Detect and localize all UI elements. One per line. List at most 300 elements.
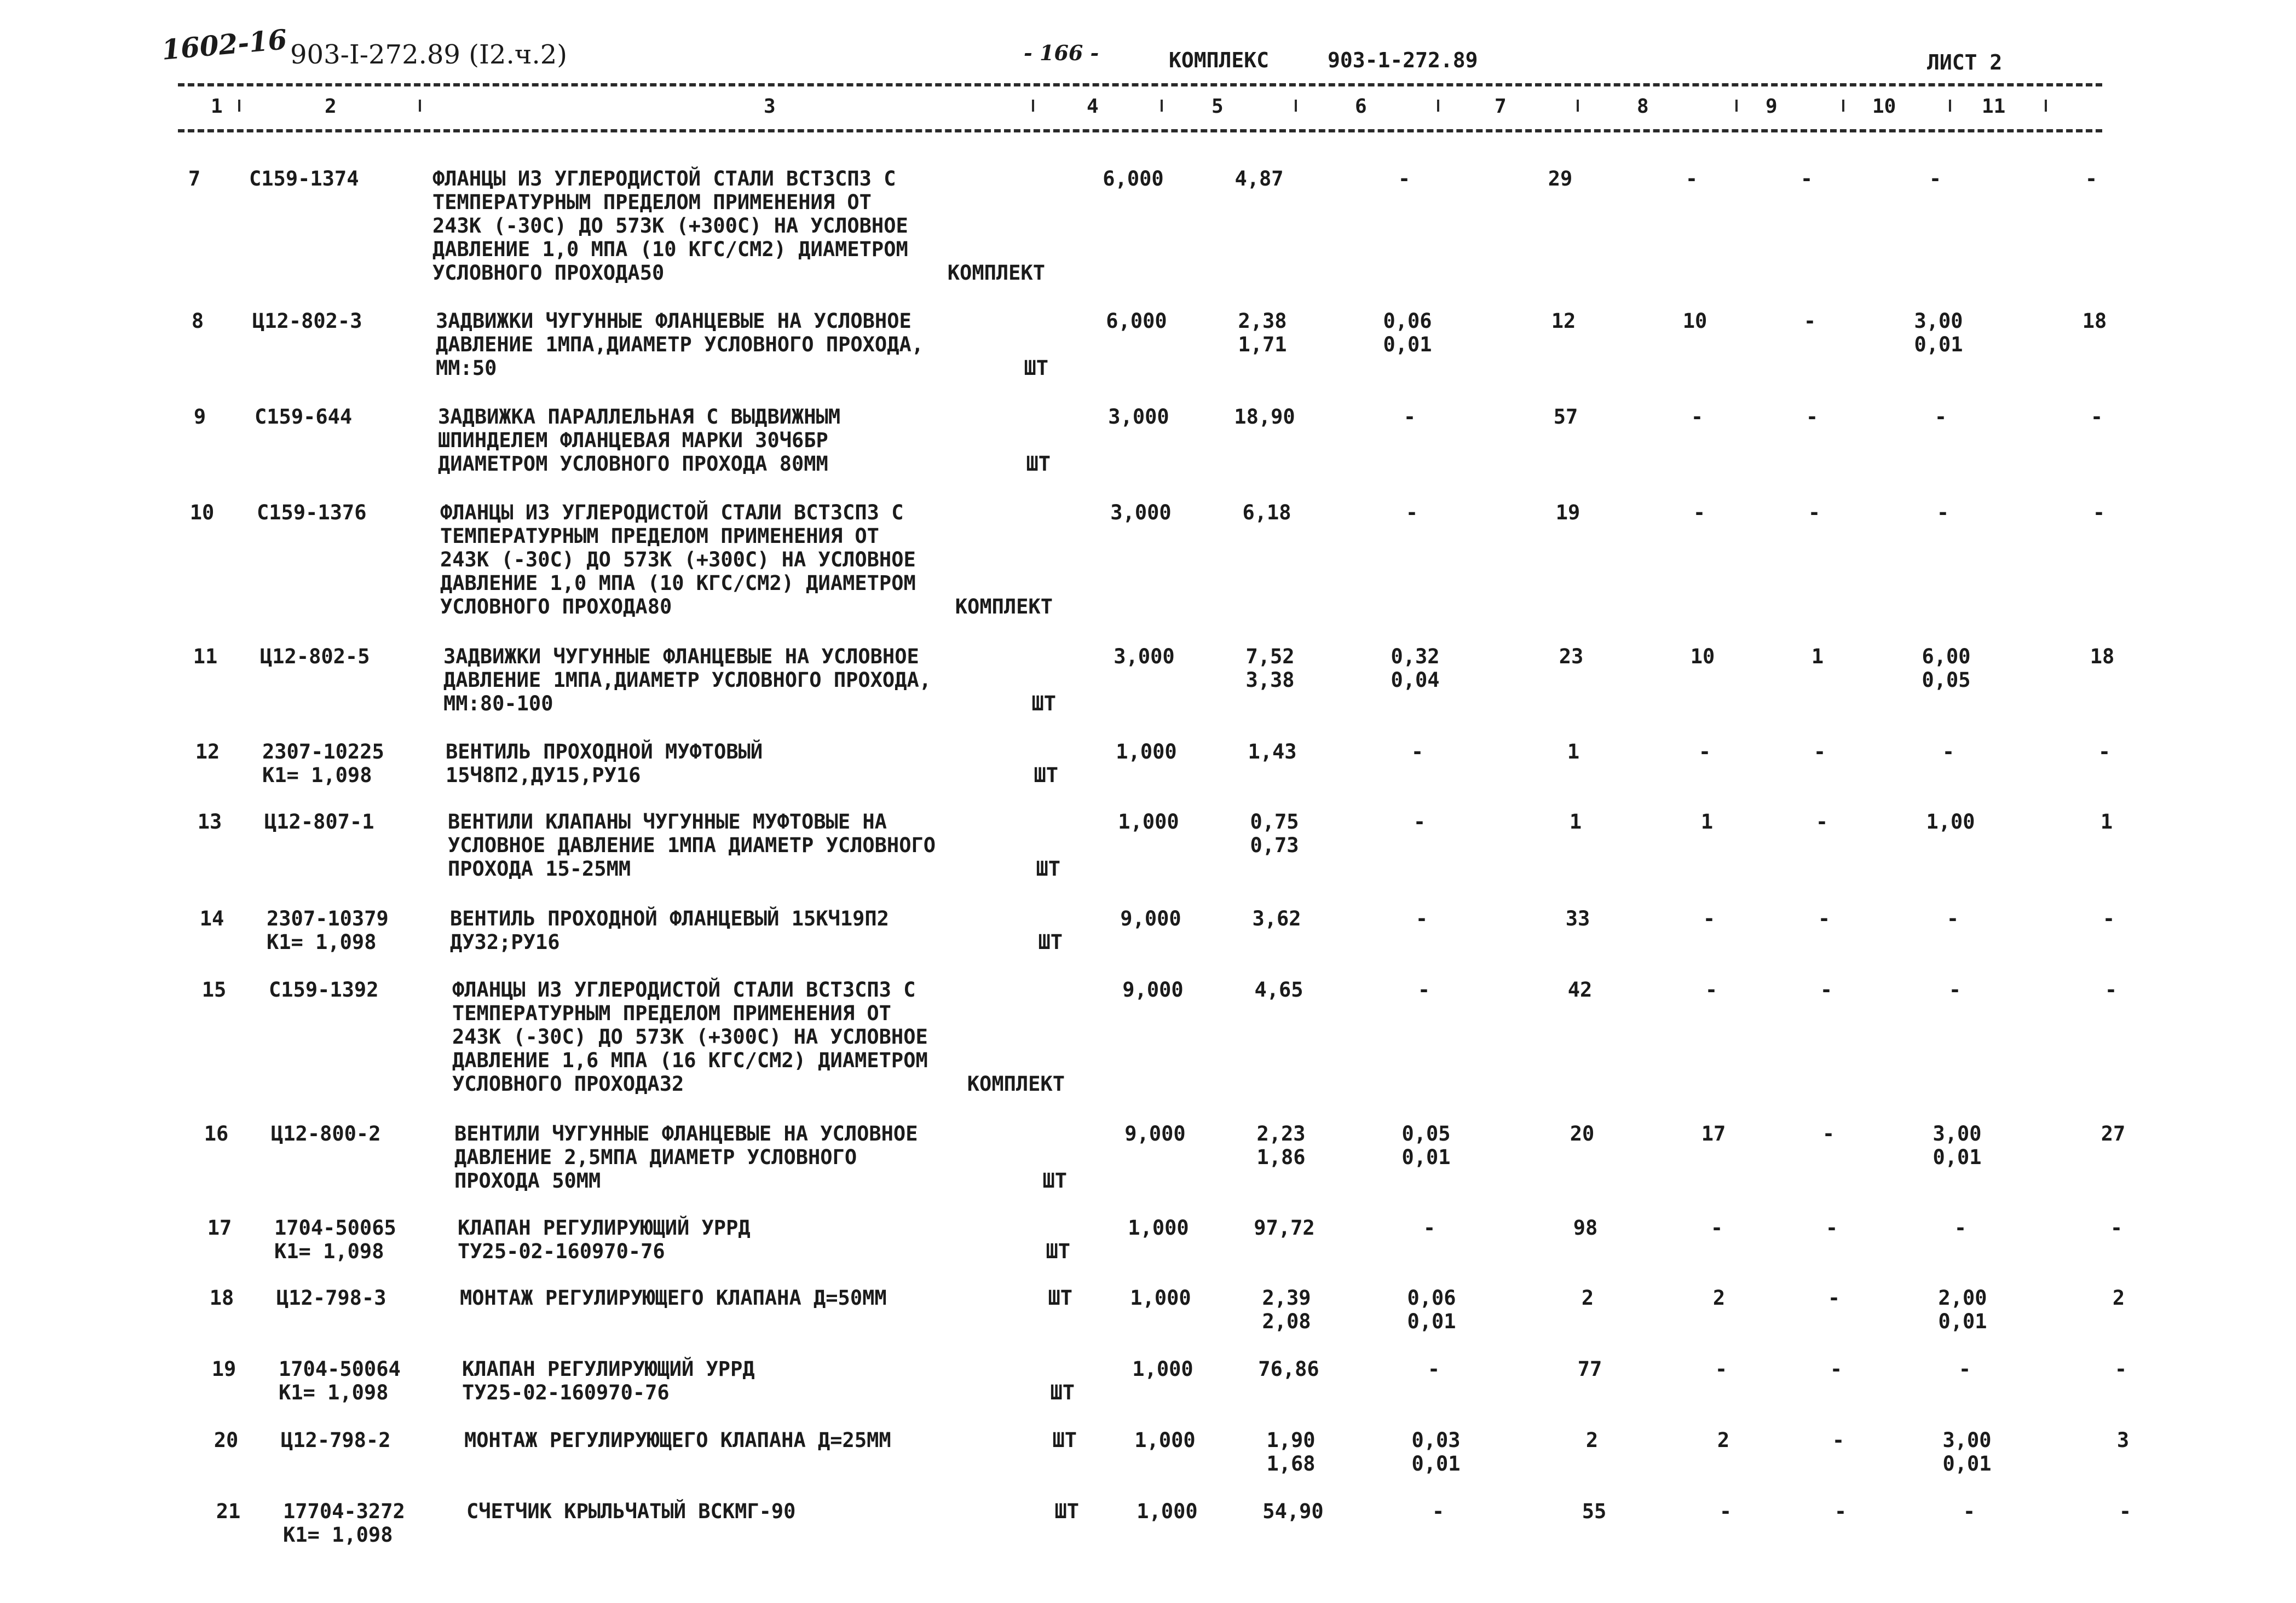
column-header: 6 (1355, 95, 1367, 118)
column-6-value (1341, 167, 1467, 190)
unit-of-measure: ШТ (1042, 1169, 1067, 1193)
rate-code (271, 1122, 452, 1145)
unit-cost-line: 97,72 (1254, 1216, 1315, 1240)
quantity: 3,000 (1108, 405, 1169, 429)
rate-code-line: К1= 1,098 (274, 1240, 384, 1263)
column-11-value-line: - (2090, 405, 2103, 429)
item-description (458, 1216, 1071, 1263)
column-10-value-line: 3,00 (1942, 1428, 1992, 1452)
total-cost-line: 55 (1582, 1500, 1607, 1523)
item-description (448, 810, 1061, 881)
column-9-value (1755, 309, 1865, 333)
total-cost (1516, 405, 1615, 429)
item-description-line: УСЛОВНОГО ПРОХОДА50 (432, 261, 665, 285)
column-8-value (1637, 167, 1746, 190)
item-description-line: ЗАДВИЖКИ ЧУГУННЫЕ ФЛАНЦЕВЫЕ НА УСЛОВНОЕ (443, 645, 919, 668)
total-cost (1519, 501, 1617, 524)
total-cost (1536, 1216, 1635, 1240)
column-10-value-line: 0,01 (1932, 1145, 1982, 1169)
item-description-line: УСЛОВНОГО ПРОХОДА32 (452, 1072, 684, 1096)
column-9-value (1784, 1428, 1893, 1452)
column-6-value-line: - (1423, 1216, 1436, 1240)
item-description-line: МОНТАЖ РЕГУЛИРУЮЩЕГО КЛАПАНА Д=50ММ (460, 1286, 887, 1310)
unit-of-measure: ШТ (1048, 1286, 1072, 1310)
column-11-value (2037, 167, 2146, 190)
quantity: 1,000 (1132, 1357, 1193, 1381)
column-8-value (1640, 309, 1750, 333)
item-description-line: ФЛАНЦЫ ИЗ УГЛЕРОДИСТОЙ СТАЛИ ВСТ3СП3 С (452, 978, 916, 1002)
quantity: 6,000 (1106, 309, 1167, 333)
item-description-line: ВЕНТИЛЬ ПРОХОДНОЙ ФЛАНЦЕВЫЙ 15КЧ19П2 (450, 907, 889, 930)
rate-code (257, 501, 437, 524)
column-header: 8 (1637, 95, 1649, 118)
column-10-value-line: 1,00 (1926, 810, 1975, 834)
column-8-value (1652, 810, 1762, 834)
sheet-label: ЛИСТ 2 (1927, 50, 2003, 74)
unit-cost (1218, 1122, 1344, 1169)
column-8-value-line: - (1710, 1216, 1723, 1240)
item-description-line: ЗАДВИЖКИ ЧУГУННЫЕ ФЛАНЦЕВЫЕ НА УСЛОВНОЕ (436, 309, 912, 333)
column-8-value-line: 10 (1682, 309, 1707, 333)
column-10-value-line: 6,00 (1922, 645, 1971, 668)
item-description (438, 405, 1051, 476)
column-header: 2 (325, 95, 337, 118)
column-header: 4 (1087, 95, 1099, 118)
column-8-value-line: - (1703, 907, 1716, 930)
column-11-value (2042, 405, 2151, 429)
column-8-value-line: 2 (1712, 1286, 1726, 1310)
column-11-value-line: 2 (2112, 1286, 2125, 1310)
rate-code-line: К1= 1,098 (262, 763, 372, 787)
column-8-value-line: 17 (1701, 1122, 1726, 1145)
item-description-line: УСЛОВНОГО ПРОХОДА80 (440, 595, 672, 618)
total-cost (1538, 1286, 1637, 1310)
item-description-line: УСЛОВНОЕ ДАВЛЕНИЕ 1МПА ДИАМЕТР УСЛОВНОГО (448, 834, 936, 857)
total-cost-line: 2 (1581, 1286, 1594, 1310)
column-6-value-line: - (1427, 1357, 1440, 1381)
rate-code (267, 907, 447, 954)
rate-code-line: Ц12-807-1 (264, 810, 374, 834)
unit-cost-line: 1,68 (1266, 1452, 1316, 1475)
total-cost-line: 42 (1567, 978, 1593, 1002)
column-11-value-line: - (2092, 501, 2105, 524)
row-number: 13 (197, 810, 222, 834)
column-11-value (2044, 501, 2154, 524)
rate-code-line: Ц12-798-2 (281, 1428, 391, 1452)
total-cost-line: 98 (1573, 1216, 1598, 1240)
column-11-value-line: - (2119, 1500, 2132, 1523)
total-cost-line: 2 (1585, 1428, 1599, 1452)
column-8-value (1642, 405, 1752, 429)
column-10-value-line: - (1929, 167, 1942, 190)
column-6-value-line: - (1432, 1500, 1445, 1523)
column-6-value-line: - (1403, 405, 1416, 429)
column-11-value (2040, 309, 2149, 333)
rate-code-line: 1704-50064 (279, 1357, 401, 1381)
total-cost-line: 57 (1553, 405, 1578, 429)
unit-cost-line: 4,87 (1234, 167, 1284, 190)
rate-code-line: К1= 1,098 (267, 930, 377, 954)
column-9-value-line: - (1800, 167, 1813, 190)
unit-cost-line: 1,90 (1266, 1428, 1316, 1452)
total-cost-line: 29 (1548, 167, 1573, 190)
unit-of-measure: ШТ (1031, 692, 1056, 715)
column-8-value-line: - (1715, 1357, 1728, 1381)
column-8-value (1664, 1286, 1774, 1310)
unit-of-measure: ШТ (1050, 1381, 1075, 1404)
quantity: 1,000 (1118, 810, 1179, 834)
column-10-value (1902, 1357, 2028, 1381)
rate-code (249, 167, 430, 190)
column-8-value (1645, 501, 1754, 524)
column-9-value-line: - (1822, 1122, 1835, 1145)
column-6-value (1363, 1122, 1489, 1169)
item-description-line: ДАВЛЕНИЕ 1,6 МПА (16 КГС/СМ2) ДИАМЕТРОМ (452, 1049, 928, 1072)
column-11-value-line: - (2098, 740, 2111, 763)
document-reference: 903-I-272.89 (I2.ч.2) (290, 39, 567, 70)
item-description-line: ММ:50 (436, 356, 497, 380)
rate-code (276, 1286, 457, 1310)
column-9-value-line: - (1832, 1428, 1845, 1452)
column-6-value-line: 0,06 (1383, 309, 1432, 333)
item-description-line: СЧЕТЧИК КРЫЛЬЧАТЫЙ ВСКМГ-90 (466, 1500, 796, 1523)
column-11-value (2056, 978, 2166, 1002)
column-9-value-line: - (1825, 1216, 1838, 1240)
item-description-line: ТЕМПЕРАТУРНЫМ ПРЕДЕЛОМ ПРИМЕНЕНИЯ ОТ (452, 1002, 891, 1025)
item-description (466, 1500, 1080, 1523)
column-6-value-line: 0,01 (1411, 1452, 1461, 1475)
rate-code-line: С159-644 (255, 405, 353, 429)
column-10-value-line: - (1954, 1216, 1967, 1240)
item-description-line: ДАВЛЕНИЕ 2,5МПА ДИАМЕТР УСЛОВНОГО (454, 1145, 857, 1169)
row-number: 20 (214, 1428, 239, 1452)
column-8-value (1648, 645, 1757, 668)
unit-cost-line: 3,62 (1252, 907, 1301, 930)
column-10-value-line: 0,05 (1922, 668, 1971, 692)
column-9-value (1767, 810, 1877, 834)
row-number: 17 (207, 1216, 232, 1240)
item-description (436, 309, 1049, 380)
column-11-value (2066, 1357, 2176, 1381)
column-6-value (1371, 1357, 1497, 1381)
column-header: 11 (1982, 95, 2006, 118)
unit-cost (1204, 501, 1330, 524)
unit-cost (1209, 740, 1335, 763)
column-11-value-line: - (2104, 978, 2118, 1002)
item-description (454, 1122, 1068, 1193)
column-8-value (1659, 1122, 1768, 1145)
column-11-value-line: - (2102, 907, 2115, 930)
unit-cost-line: 0,73 (1250, 834, 1299, 857)
item-description-line: ПРОХОДА 50ММ (454, 1169, 601, 1193)
column-9-value-line: - (1818, 907, 1831, 930)
column-10-value-line: 0,01 (1938, 1310, 1987, 1333)
column-11-value-line: 27 (2101, 1122, 2126, 1145)
total-cost-line: 1 (1569, 810, 1582, 834)
row-number: 15 (201, 978, 227, 1002)
column-10-value (1892, 978, 2018, 1002)
item-description-line: ЗАДВИЖКА ПАРАЛЛЕЛЬНАЯ С ВЫДВИЖНЫМ (438, 405, 841, 429)
unit-cost-line: 18,90 (1234, 405, 1295, 429)
column-11-value (2070, 1500, 2180, 1523)
column-11-value-line: 18 (2090, 645, 2115, 668)
row-number: 9 (193, 405, 206, 429)
unit-cost-line: 6,18 (1242, 501, 1291, 524)
unit-of-measure: КОМПЛЕКТ (967, 1072, 1065, 1096)
column-6-value (1359, 907, 1485, 930)
column-6-value-line: 0,04 (1391, 668, 1440, 692)
item-description-line: ТУ25-02-160970-76 (458, 1240, 665, 1263)
column-8-value-line: - (1698, 740, 1711, 763)
item-description (464, 1428, 1077, 1452)
column-8-value-line: - (1693, 501, 1706, 524)
unit-cost-line: 7,52 (1245, 645, 1295, 668)
column-8-value (1654, 907, 1764, 930)
row-number: 19 (211, 1357, 236, 1381)
column-6-value (1345, 309, 1470, 356)
item-description-line: ДУ32;РУ16 (450, 930, 560, 954)
column-8-value (1662, 1216, 1772, 1240)
column-11-value (2054, 907, 2164, 930)
total-cost (1522, 645, 1620, 668)
item-description-line: ФЛАНЦЫ ИЗ УГЛЕРОДИСТОЙ СТАЛИ ВСТ3СП3 С (440, 501, 904, 524)
column-6-value-line: 0,05 (1401, 1122, 1451, 1145)
column-8-value-line: 2 (1717, 1428, 1730, 1452)
column-6-value-line: 0,01 (1401, 1145, 1451, 1169)
column-6-value (1373, 1428, 1499, 1475)
unit-cost-line: 54,90 (1262, 1500, 1324, 1523)
column-10-value (1904, 1428, 2030, 1475)
item-description-line: ВЕНТИЛИ КЛАПАНЫ ЧУГУННЫЕ МУФТОВЫЕ НА (448, 810, 887, 834)
rate-code (264, 810, 445, 834)
item-description-line: 15Ч8П2,ДУ15,РУ16 (446, 763, 641, 787)
quantity: 9,000 (1120, 907, 1181, 930)
complex-label: КОМПЛЕКС (1169, 48, 1270, 72)
total-cost (1545, 1500, 1643, 1523)
column-11-value (2068, 1428, 2178, 1452)
total-cost-line: 19 (1555, 501, 1580, 524)
rate-code (252, 309, 433, 333)
quantity: 1,000 (1128, 1216, 1189, 1240)
quantity: 6,000 (1103, 167, 1164, 190)
column-9-value (1752, 167, 1861, 190)
item-description-line: ТЕМПЕРАТУРНЫМ ПРЕДЕЛОМ ПРИМЕНЕНИЯ ОТ (440, 524, 879, 548)
row-number: 16 (204, 1122, 229, 1145)
column-8-value (1650, 740, 1760, 763)
quantity: 3,000 (1114, 645, 1175, 668)
total-cost (1514, 309, 1613, 333)
unit-cost (1224, 1286, 1349, 1333)
column-9-value (1757, 405, 1867, 429)
rate-code (274, 1216, 455, 1263)
rate-code-line: С159-1376 (257, 501, 367, 524)
column-6-value-line: - (1415, 907, 1428, 930)
quantity: 9,000 (1124, 1122, 1186, 1145)
column-9-value (1779, 1286, 1889, 1310)
item-description-line: ВЕНТИЛИ ЧУГУННЫЕ ФЛАНЦЕВЫЕ НА УСЛОВНОЕ (454, 1122, 918, 1145)
unit-cost-line: 2,39 (1262, 1286, 1311, 1310)
unit-cost-line: 4,65 (1254, 978, 1303, 1002)
column-10-value-line: 2,00 (1938, 1286, 1987, 1310)
column-10-value (1894, 1122, 2020, 1169)
column-10-value-line: - (1963, 1500, 1976, 1523)
column-9-value (1781, 1357, 1891, 1381)
rate-code-line: Ц12-800-2 (271, 1122, 381, 1145)
column-10-value-line: - (1958, 1357, 1971, 1381)
unit-of-measure: ШТ (1024, 356, 1048, 380)
column-8-value (1657, 978, 1766, 1002)
unit-cost-line: 76,86 (1258, 1357, 1319, 1381)
item-description-line: ШПИНДЕЛЕМ ФЛАНЦЕВАЯ МАРКИ 30Ч6БР (438, 429, 828, 452)
item-description-line: ФЛАНЦЫ ИЗ УГЛЕРОДИСТОЙ СТАЛИ ВСТ3СП3 С (432, 167, 896, 190)
column-10-value (1900, 1286, 2026, 1333)
column-8-value (1669, 1428, 1778, 1452)
column-11-value (2052, 810, 2161, 834)
item-description-line: 243К (-30С) ДО 573К (+300С) НА УСЛОВНОЕ (452, 1025, 928, 1049)
column-9-value-line: - (1830, 1357, 1843, 1381)
item-description-line: 243К (-30С) ДО 573К (+300С) НА УСЛОВНОЕ (432, 214, 908, 238)
column-9-value (1774, 1122, 1883, 1145)
column-6-value-line: - (1398, 167, 1411, 190)
column-11-value (2047, 645, 2157, 668)
column-9-value-line: - (1803, 309, 1816, 333)
row-number: 21 (216, 1500, 241, 1523)
column-header: 9 (1766, 95, 1778, 118)
unit-cost-line: 2,23 (1256, 1122, 1306, 1145)
unit-cost (1221, 1216, 1347, 1240)
column-header: 10 (1872, 95, 1896, 118)
column-6-value-line: 0,01 (1407, 1310, 1456, 1333)
total-cost (1531, 978, 1629, 1002)
unit-of-measure: КОМПЛЕКТ (955, 595, 1053, 618)
item-description (446, 740, 1059, 787)
column-11-value-line: 3 (2116, 1428, 2130, 1452)
total-cost-line: 77 (1577, 1357, 1602, 1381)
column-9-value (1760, 501, 1869, 524)
item-description (443, 645, 1057, 715)
unit-cost-line: 1,43 (1248, 740, 1297, 763)
total-cost (1528, 907, 1627, 930)
unit-cost (1216, 978, 1342, 1002)
column-header: 5 (1212, 95, 1224, 118)
column-11-value (2062, 1216, 2171, 1240)
column-6-value (1354, 740, 1480, 763)
column-10-value (1888, 810, 2014, 834)
column-10-value-line: 0,01 (1914, 333, 1963, 356)
row-number: 11 (193, 645, 218, 668)
unit-of-measure: ШТ (1054, 1500, 1079, 1523)
total-cost-line: 20 (1570, 1122, 1595, 1145)
column-9-value (1769, 907, 1879, 930)
unit-cost (1228, 1428, 1354, 1475)
column-10-value-line: - (1942, 740, 1955, 763)
column-8-value (1666, 1357, 1776, 1381)
item-description-line: ТУ25-02-160970-76 (462, 1381, 670, 1404)
rate-code (283, 1500, 464, 1547)
item-description-line: МОНТАЖ РЕГУЛИРУЮЩЕГО КЛАПАНА Д=25ММ (464, 1428, 891, 1452)
unit-cost (1214, 907, 1340, 930)
row-number: 7 (188, 167, 201, 190)
item-description-line: ДАВЛЕНИЕ 1,0 МПА (10 КГС/СМ2) ДИАМЕТРОМ (432, 238, 908, 261)
column-9-value (1786, 1500, 1895, 1523)
quantity: 9,000 (1122, 978, 1184, 1002)
item-description-line: ТЕМПЕРАТУРНЫМ ПРЕДЕЛОМ ПРИМЕНЕНИЯ ОТ (432, 190, 872, 214)
column-10-value (1880, 501, 2006, 524)
rate-code-line: 1704-50065 (274, 1216, 396, 1240)
total-cost-line: 33 (1565, 907, 1590, 930)
rate-code (281, 1428, 461, 1452)
column-10-value (1897, 1216, 2023, 1240)
item-description-line: ПРОХОДА 15-25ММ (448, 857, 631, 881)
column-8-value-line: - (1685, 167, 1698, 190)
item-description-line: ДАВЛЕНИЕ 1МПА,ДИАМЕТР УСЛОВНОГО ПРОХОДА, (436, 333, 924, 356)
column-11-value (2050, 740, 2159, 763)
column-6-value (1349, 501, 1475, 524)
item-description-line: КЛАПАН РЕГУЛИРУЮЩИЙ УРРД (462, 1357, 755, 1381)
item-description (450, 907, 1063, 954)
rate-code (279, 1357, 459, 1404)
column-10-value (1906, 1500, 2032, 1523)
item-description-line: ДАВЛЕНИЕ 1,0 МПА (10 КГС/СМ2) ДИАМЕТРОМ (440, 571, 916, 595)
unit-cost (1202, 405, 1328, 429)
unit-cost (1212, 810, 1337, 857)
quantity: 1,000 (1130, 1286, 1191, 1310)
unit-of-measure: ШТ (1026, 452, 1051, 476)
quantity: 1,000 (1137, 1500, 1198, 1523)
unit-cost-line: 0,75 (1250, 810, 1299, 834)
column-10-value-line: 0,01 (1942, 1452, 1992, 1475)
column-8-value-line: 1 (1700, 810, 1714, 834)
column-6-value-line: - (1405, 501, 1418, 524)
total-cost (1526, 810, 1625, 834)
column-9-value-line: - (1827, 1286, 1841, 1310)
column-6-value-line: - (1417, 978, 1430, 1002)
total-cost-line: 12 (1551, 309, 1576, 333)
quantity: 3,000 (1110, 501, 1172, 524)
unit-of-measure: ШТ (1046, 1240, 1070, 1263)
column-9-value-line: - (1820, 978, 1833, 1002)
total-cost (1524, 740, 1623, 763)
column-9-value-line: - (1805, 405, 1819, 429)
item-description-line: ДАВЛЕНИЕ 1МПА,ДИАМЕТР УСЛОВНОГО ПРОХОДА, (443, 668, 932, 692)
column-10-value (1878, 405, 2004, 429)
rate-code-line: К1= 1,098 (279, 1381, 389, 1404)
total-cost (1543, 1428, 1641, 1452)
column-6-value (1366, 1216, 1492, 1240)
column-9-value-line: - (1808, 501, 1821, 524)
column-9-value (1777, 1216, 1887, 1240)
rate-code-line: Ц12-798-3 (276, 1286, 386, 1310)
column-6-value (1369, 1286, 1495, 1333)
item-description-line: КЛАПАН РЕГУЛИРУЮЩИЙ УРРД (458, 1216, 751, 1240)
total-cost (1533, 1122, 1631, 1145)
unit-cost-line: 2,08 (1262, 1310, 1311, 1333)
unit-cost-line: 1,86 (1256, 1145, 1306, 1169)
complex-code: 903-1-272.89 (1328, 48, 1478, 72)
column-6-value-line: 0,01 (1383, 333, 1432, 356)
total-cost (1541, 1357, 1639, 1381)
column-6-value-line: 0,32 (1391, 645, 1440, 668)
column-10-value (1885, 740, 2011, 763)
unit-cost (1199, 309, 1325, 356)
column-10-value (1890, 907, 2016, 930)
rate-code-line: Ц12-802-3 (252, 309, 362, 333)
quantity: 1,000 (1116, 740, 1177, 763)
unit-cost-line: 2,38 (1238, 309, 1287, 333)
column-6-value (1352, 645, 1478, 692)
total-cost-line: 23 (1559, 645, 1584, 668)
column-6-value-line: 0,06 (1407, 1286, 1456, 1310)
